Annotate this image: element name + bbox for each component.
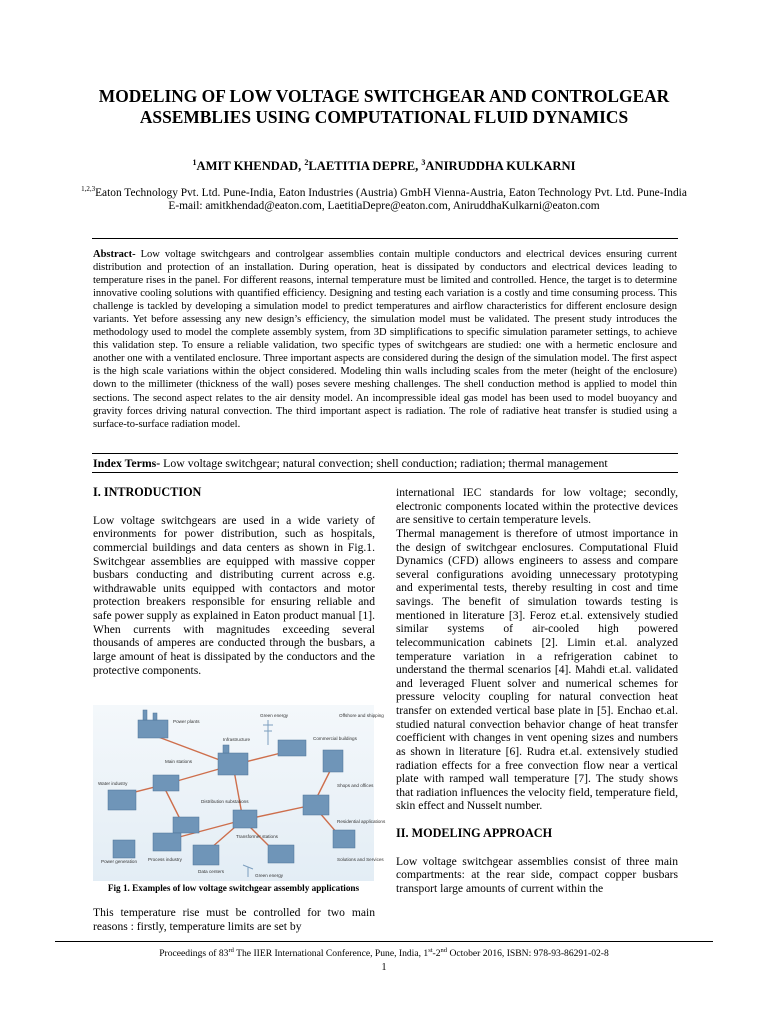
footer-mid-2: -2	[432, 948, 441, 960]
abstract-top-rule	[92, 238, 678, 239]
index-bottom-rule	[92, 472, 678, 473]
author-1-name: AMIT KHENDAD,	[196, 159, 305, 174]
author-3-sup: 3	[421, 158, 426, 167]
figure-label-main-stations: Main stations	[165, 759, 193, 764]
page-number: 1	[381, 962, 387, 973]
figure-label-water: Water industry	[98, 781, 128, 786]
figure-label-offshore: Offshore and shipping	[339, 713, 384, 718]
figure-label-shops: Shops and offices	[337, 783, 374, 788]
figure-label-green-energy: Green energy	[260, 713, 289, 718]
figure-label-data-centers: Data centers	[198, 869, 225, 874]
intro-paragraph: Low voltage switchgears are used in a wide variety of environments for power distribution, such as hospitals, commercial buildings and data centers as shown in Fig.1. Switchgear assemblies are equipped with massive copper busbars conducting and distributing current across e.g. withdrawable units equipped with contactors and motor protection breakers responsible for ensuring reliable and safe power supply as explained in Eaton product manual [1]. When currents with magnitudes exceeding several thousands of amperes are conducted through the busbars, a large amount of heat is dissipated by the conductors and the protective components.	[93, 513, 375, 677]
figure-label-power-generation: Power generation	[101, 859, 138, 864]
author-2-name: LAETITIA DEPRE,	[308, 159, 422, 174]
figure-label-transformer: Transformer stations	[236, 834, 278, 839]
index-terms-text: Low voltage switchgear; natural convection; shell conduction; radiation; thermal management	[160, 456, 608, 470]
figure-label-commercial: Commercial buildings	[313, 736, 357, 741]
application-network-illustration	[93, 705, 386, 881]
affiliation-sup: 1,2,3	[81, 185, 96, 193]
intro-paragraph-continued: This temperature rise must be controlled for two main reasons : firstly, temperature limits are set by	[93, 906, 375, 933]
footer-sup-st: st	[428, 947, 433, 954]
proceedings-footer	[55, 945, 713, 960]
index-top-rule	[92, 453, 678, 454]
figure-label-green-energy-2: Green energy	[255, 873, 284, 878]
author-3-name: ANIRUDDHA KULKARNI	[425, 159, 576, 174]
figure-label-residential: Residential applications	[337, 819, 386, 824]
footer-prefix: Proceedings of 83	[159, 948, 229, 960]
index-terms-label: Index Terms-	[93, 456, 161, 470]
footer-sup-nd: nd	[440, 947, 448, 954]
figure-label-solutions: Solutions and Services	[337, 857, 384, 862]
left-column-continuation	[93, 906, 375, 933]
author-list	[80, 155, 688, 174]
abstract-label: Abstract-	[93, 249, 136, 260]
footer-rule	[55, 941, 713, 942]
figure-label-power-plants: Power plants	[173, 719, 200, 724]
right-column	[396, 486, 678, 896]
email-line: E-mail: amitkhendad@eaton.com, LaetitiaDepre@eaton.com, AniruddhaKulkarni@eaton.com	[168, 200, 600, 213]
section-heading-introduction: I. INTRODUCTION	[93, 485, 202, 499]
right-paragraph-1: international IEC standards for low voltage; secondly, electronic components located within the protective devices are sensitive to certain temperature levels.	[396, 486, 678, 527]
right-paragraph-2: Thermal management is therefore of utmost importance in the design of switchgear enclosures. Computational Fluid Dynamics (CFD) allows engineers to assess and compare several configurations avoiding unnecessary prototyping and experimental tests, thereby resulting in cost and time savings. The benefit of simulation towards testing is mentioned in literature [3]. Feroz et.al. extensively studied similar systems of air-cooled high powered telecommunication cabinets [2]. Limin et.al. analyzed temperature variation in a refrigeration cabinet to understand the thermal scenarios [4]. Mahdi et.al. validated and leveraged Fluent solver and numerical schemes for pressure velocity coupling for natural convection heat transfer on extended vertical base plate in [5]. Enchao et.al. studied natural convection behavior change of heat transfer coefficient with changes in vent opening sizes and numbers as shown in literature [6]. Rudra et.al. extensively studied radiation effects for a free convection flow near a vertical plate with ramped wall temperature [7]. The study shows that radiation influences the velocity field, temperature field, skin effect and Nusselt number.	[396, 526, 678, 813]
figure-label-process: Process industry	[148, 857, 182, 862]
figure-caption: Fig 1. Examples of low voltage switchgear assembly applications	[107, 883, 360, 893]
figure-label-infrastructure: Infrastructure	[223, 737, 251, 742]
left-column-intro	[93, 486, 375, 677]
author-2-sup: 2	[304, 158, 309, 167]
figure-label-distribution: Distribution substations	[201, 799, 249, 804]
figure-switchgear-applications	[93, 705, 386, 881]
affiliation-line	[80, 183, 688, 200]
abstract	[93, 248, 677, 431]
right-paragraph-3: Low voltage switchgear assemblies consist of three main compartments: at the rear side, compact copper busbars transport large amounts of current within the	[396, 854, 678, 895]
footer-suffix: October 2016, ISBN: 978-93-86291-02-8	[447, 948, 609, 960]
abstract-text: Low voltage switchgears and controlgear assemblies contain multiple conductors and electrical devices ensuring current distribution and protection of an installation. During operation, heat is dissipated by conductors and electrical devices leading to temperature rises in the panel. For different reasons, internal temperature must be limited and controlled. Hence, the target is to determine innovative cooling solutions with quantified efficiency. Designing and testing each variation is a costly and time consuming process. This challenge is tackled by developing a simulation model to predict temperatures and airflow characteristics for different enclosure design variants. Yet before assessing any new design’s efficiency, the simulation model must be validated. The present study introduces the methodology used to model the complete assembly system, from 3D simplifications to specific simulation parameter settings, to achieve this validation step. To ensure a reliable validation, two specific types of switchgears are studied: one with a hermetic enclosure and another one with a ventilated enclosure. Three important aspects are considered during the design of the simulation model. The first aspect is the high scale variations within the object considered. Modeling thin walls including scales from the meter (height of the enclosure) down to the millimeter (thickness of the wall) poses severe meshing challenges. The shell conduction method is applied to model thin sections. The second aspect relates to the air density model. An incompressible ideal gas model has been used to model buoyancy and gravity forces driving natural convection. The third important aspect is radiation. The role of radiative heat transfer is studied using a surface-to-surface radiation model.	[93, 249, 677, 430]
affiliation-text: Eaton Technology Pvt. Ltd. Pune-India, Eaton Industries (Austria) GmbH Vienna-Austria, Eaton Technology Pvt. Ltd. Pune-India	[95, 186, 687, 199]
footer-mid-1: The IIER International Conference, Pune, India, 1	[233, 948, 429, 960]
affiliation-block	[80, 183, 688, 214]
footer-sup-rd: rd	[228, 947, 234, 954]
section-heading-modeling-approach: II. MODELING APPROACH	[396, 826, 553, 840]
index-terms	[93, 456, 677, 471]
paper-title: MODELING OF LOW VOLTAGE SWITCHGEAR AND CONTROLGEAR ASSEMBLIES USING COMPUTATIONAL FLUID DYNAMICS	[98, 86, 670, 127]
author-1-sup: 1	[192, 158, 197, 167]
